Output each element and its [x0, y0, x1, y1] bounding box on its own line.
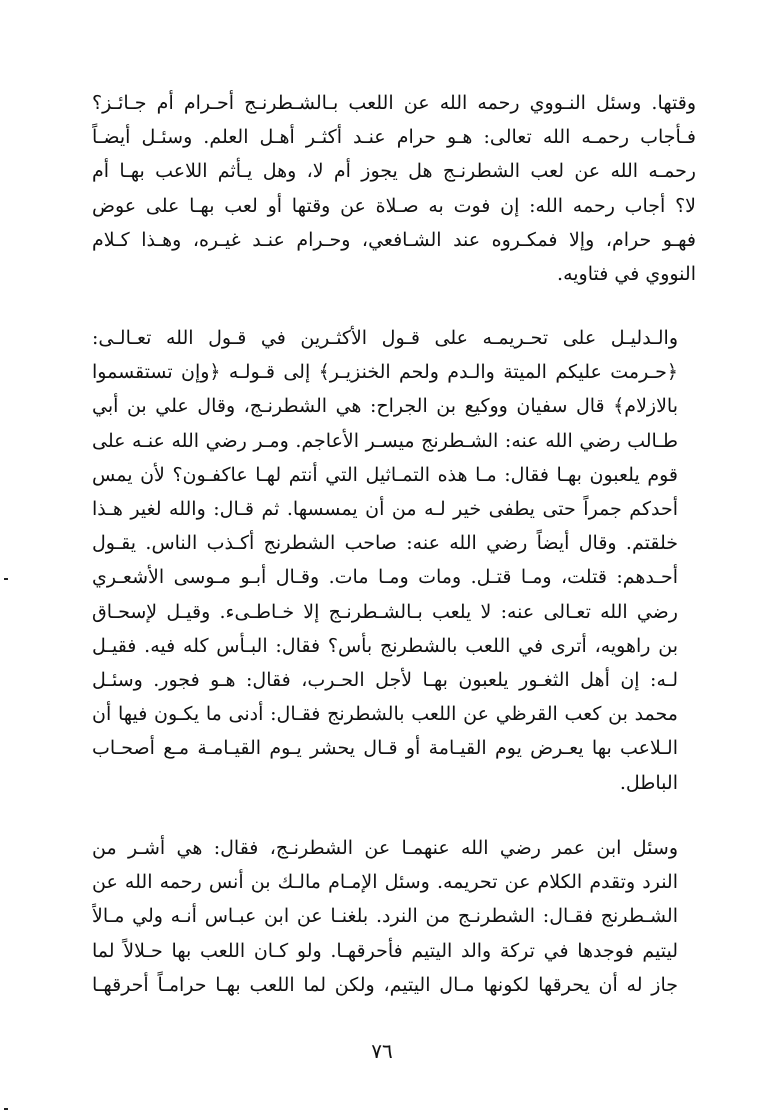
text-line: ﴿حـرمت عليكم الميتة والـدم ولحم الخنزيـر﴾ إلى قـولـه ﴿وإن تستقسموا	[92, 361, 678, 384]
scan-edge-mark	[4, 1108, 8, 1110]
text-line: لا؟ أجاب رحمه الله: إن فوت به صـلاة عن وقتها أو لعب بهـا على عوض	[92, 194, 696, 217]
text-line: محمد بن كعب القرظي عن اللعب بالشطرنج فقـال: أدنى ما يكـون فيها أن	[92, 703, 678, 726]
text-line: الـلاعب بها يعـرض يوم القيـامة أو قـال يحشر يـوم القيـامـة مـع أصحـاب	[92, 737, 678, 760]
text-line: النووي في فتاويه.	[557, 263, 696, 286]
paragraph-3	[92, 831, 696, 1002]
text-line: أحدكم جمراً حتى يطفى خير لـه من أن يمسسها. ثم قـال: والله لغير هـذا	[92, 498, 678, 521]
text-line: الشـطرنج فقـال: الشطرنـج من النرد. بلغنـا عن ابن عبـاس أنـه ولي مـالاً	[92, 905, 678, 928]
text-line: الباطل.	[619, 771, 678, 794]
text-line: رضي الله تعـالى عنه: لا يلعب بـالشـطرنـج إلا خـاطـىء. وقيـل لإسحـاق	[92, 600, 678, 623]
text-line: أحـدهم: قتلت، ومـا قتـل. ومات ومـا مات. وقـال أبـو مـوسى الأشعـري	[92, 566, 678, 589]
text-line: بالازلام﴾ قال سفيان ووكيع بن الجراح: هي الشطرنـج، وقال علي بن أبي	[92, 395, 678, 418]
paragraph-1	[92, 86, 696, 291]
page-number: ٧٦	[371, 1039, 393, 1063]
text-line: جاز له أن يحرقها لكونها مـال اليتيم، ولكن لما اللعب بهـا حرامـاً أحرقهـا	[92, 973, 678, 996]
paragraph-2	[92, 321, 696, 800]
text-line: فهـو حرام، وإلا فمكـروه عند الشـافعي، وحـرام عنـد غيـره، وهـذا كـلام	[92, 228, 696, 251]
text-line: قوم يلعبون بهـا فقال: مـا هذه التمـاثيل التي أنتم لهـا عاكفـون؟ لأن يمس	[92, 463, 678, 486]
text-line: والـدليـل على تحـريمـه على قـول الأكثـرين في قـول الله تعـالـى:	[92, 327, 678, 349]
text-line: بن راهويه، أترى في اللعب بالشطرنج بأس؟ فقال: البـأس كله فيه. فقيـل	[92, 634, 678, 657]
text-line: النرد وتقدم الكلام عن تحريمه. وسئل الإمـام مالـك بن أنس رحمه الله عن	[92, 871, 678, 894]
text-line: ليتيم فوجدها في تركة والد اليتيم فأحرقهـا. ولو كـان اللعب بها حـلالاً لما	[92, 939, 678, 962]
text-line: وسئل ابن عمر رضي الله عنهمـا عن الشطرنـج، فقال: هي أشـر من	[92, 837, 678, 859]
scan-edge-mark	[4, 578, 8, 580]
text-line: لـه: إن أهل الثغـور يلعبون بهـا لأجل الحـرب، فقال: هـو فجور. وسئـل	[92, 669, 678, 692]
text-line: فـأجاب رحمـه الله تعالى: هـو حرام عنـد أكثـر أهـل العلم. وسئـل أيضـاً	[92, 126, 696, 149]
text-line: رحمـه الله عن لعب الشطرنـج هل يجوز أم لا، وهل يـأثم اللاعب بهـا أم	[92, 160, 696, 183]
text-line: وقتها. وسئل النـووي رحمه الله عن اللعب بـالشـطرنـج أحـرام أم جـائـز؟	[92, 92, 696, 114]
text-line: خلقتم. وقال أيضاً رضي الله عنه: صاحب الشطرنج أكـذب الناس. يقـول	[92, 532, 678, 555]
text-line: طـالب رضي الله عنه: الشـطرنج ميسـر الأعاجم. ومـر رضي الله عنـه على	[92, 429, 678, 452]
